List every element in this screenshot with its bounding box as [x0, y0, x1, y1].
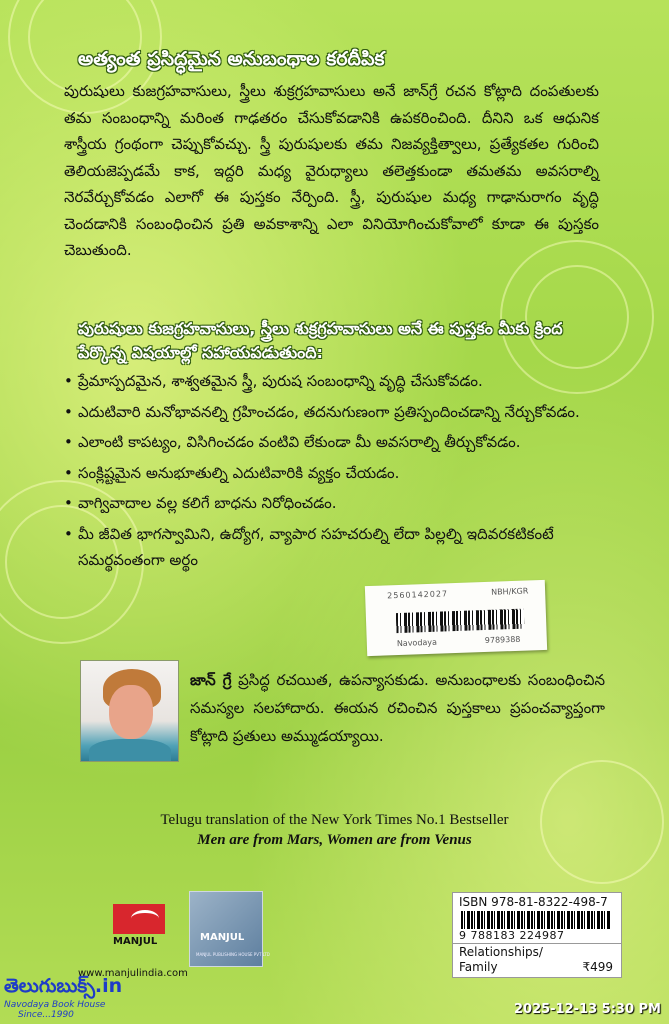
- author-bio: [190, 666, 605, 750]
- sticker-code: 2560142027: [387, 589, 449, 601]
- benefits-list: [64, 368, 604, 578]
- author-photo: [80, 660, 179, 762]
- list-item: • వాగ్వివాదాల వల్ల కలిగే బాధను నిరోధించడం.: [64, 490, 604, 517]
- sticker-code: NBH/KGR: [490, 586, 529, 597]
- publisher-url[interactable]: www.manjulindia.com: [78, 968, 188, 979]
- isbn-number: ISBN 978-81-8322-498-7: [459, 895, 608, 909]
- author-name: జాన్ గ్రే: [190, 671, 232, 689]
- price-sticker: [365, 580, 547, 656]
- sticker-barcode: [396, 609, 525, 633]
- list-item: • మీ జీవిత భాగస్వామిని, ఉద్యోగ, వ్యాపార సహచరుల్ని లేదా పిల్లల్ని ఇదివరకటికంటే సమర్థవంతంగా అర్థం: [64, 521, 604, 574]
- author-bio-text: ప్రసిద్ధ రచయిత, ఉపన్యాసకుడు. అనుబంధాలకు సంబంధించిన సమస్యల సలహాదారు. ఈయన రచించిన పుస్తకాలు ప్రపంచవ్యాప్తంగా కోట్లాది ప్రతులు అమ్ముడయ్యాయి.: [190, 671, 605, 745]
- benefits-heading: పురుషులు కుజగ్రహవాసులు, స్త్రీలు శుక్రగ్రహవాసులు అనే ఈ పుస్తకం మీకు క్రింద పేర్కొన్న విషయాల్లో సహాయపడుతుంది:: [78, 319, 563, 362]
- list-item: • సంక్లిష్టమైన అనుభూతుల్ని ఎదుటివారికి వ్యక్తం చేయడం.: [64, 460, 604, 487]
- translation-note: Telugu translation of the New York Times No.1 Bestseller: [160, 812, 509, 828]
- manjul-publishing-logo: MANJUL MANJUL PUBLISHING HOUSE PVT LTD: [189, 891, 263, 967]
- isbn-barcode: [461, 911, 611, 929]
- store-watermark: తెలుగుబుక్స్.in Navodaya Book House Since...1990: [4, 975, 123, 1020]
- list-item: • ఎలాంటి కాపట్యం, విసిగించడం వంటివి లేకుండా మీ అవసరాల్ని తీర్చుకోవడం.: [64, 429, 604, 456]
- list-item: • ఎదుటివారి మనోభావనల్ని గ్రహించడం, తదనుగుణంగా ప్రతిస్పందించడాన్ని నేర్చుకోవడం.: [64, 399, 604, 426]
- category: Relationships/ Family: [459, 945, 543, 974]
- sticker-code: 9789388: [484, 634, 521, 646]
- price: ₹499: [582, 960, 613, 974]
- section-heading: అత్యంత ప్రసిద్ధమైన అనుబంధాల కరదీపిక: [78, 48, 385, 70]
- description-paragraph: పురుషులు కుజగ్రహవాసులు, స్త్రీలు శుక్రగ్రహవాసులు అనే జాన్‌గ్రే రచన కోట్లాది దంపతులకు తమ సంబంధాన్ని మరింత గాఢతరం చేసుకోవడానికి ఉపకరించింది. దీనిని ఒక ఆధునిక శాస్త్రీయ గ్రంథంగా చెప్పుకోవచ్చు. స్త్రీ పురుషులకు తమ నిజవ్యక్తిత్వాలు, ప్రత్యేకతల గురించి తెలియజెప్పడమే కాక, ఇద్దరి మధ్య వైరుధ్యాలు తలెత్తకుండా తమతమ అవసరాల్ని నెరవేర్చుకోవడం ఎలాగో ఈ పుస్తకం నేర్పింది. స్త్రీ, పురుషుల మధ్య గాఢానురాగం వృద్ధి చెందడానికి సంబంధించిన ప్రతి అవకాశాన్ని ఎలా వినియోగించుకోవాలో కూడా ఈ పుస్తకం చెబుతుంది.: [64, 82, 599, 259]
- barcode-digits: 9 788183 224987: [459, 929, 565, 942]
- original-title: Men are from Mars, Women are from Venus: [197, 832, 472, 848]
- bird-icon: [113, 904, 165, 934]
- list-item: • ప్రేమాస్పదమైన, శాశ్వతమైన స్త్రీ, పురుష సంబంధాన్ని వృద్ధి చేసుకోవడం.: [64, 368, 604, 395]
- isbn-box: [452, 892, 622, 978]
- sticker-code: Navodaya: [396, 637, 438, 649]
- photo-timestamp: 2025-12-13 5:30 PM: [513, 1002, 661, 1017]
- manjul-logo: MANJUL: [113, 904, 173, 949]
